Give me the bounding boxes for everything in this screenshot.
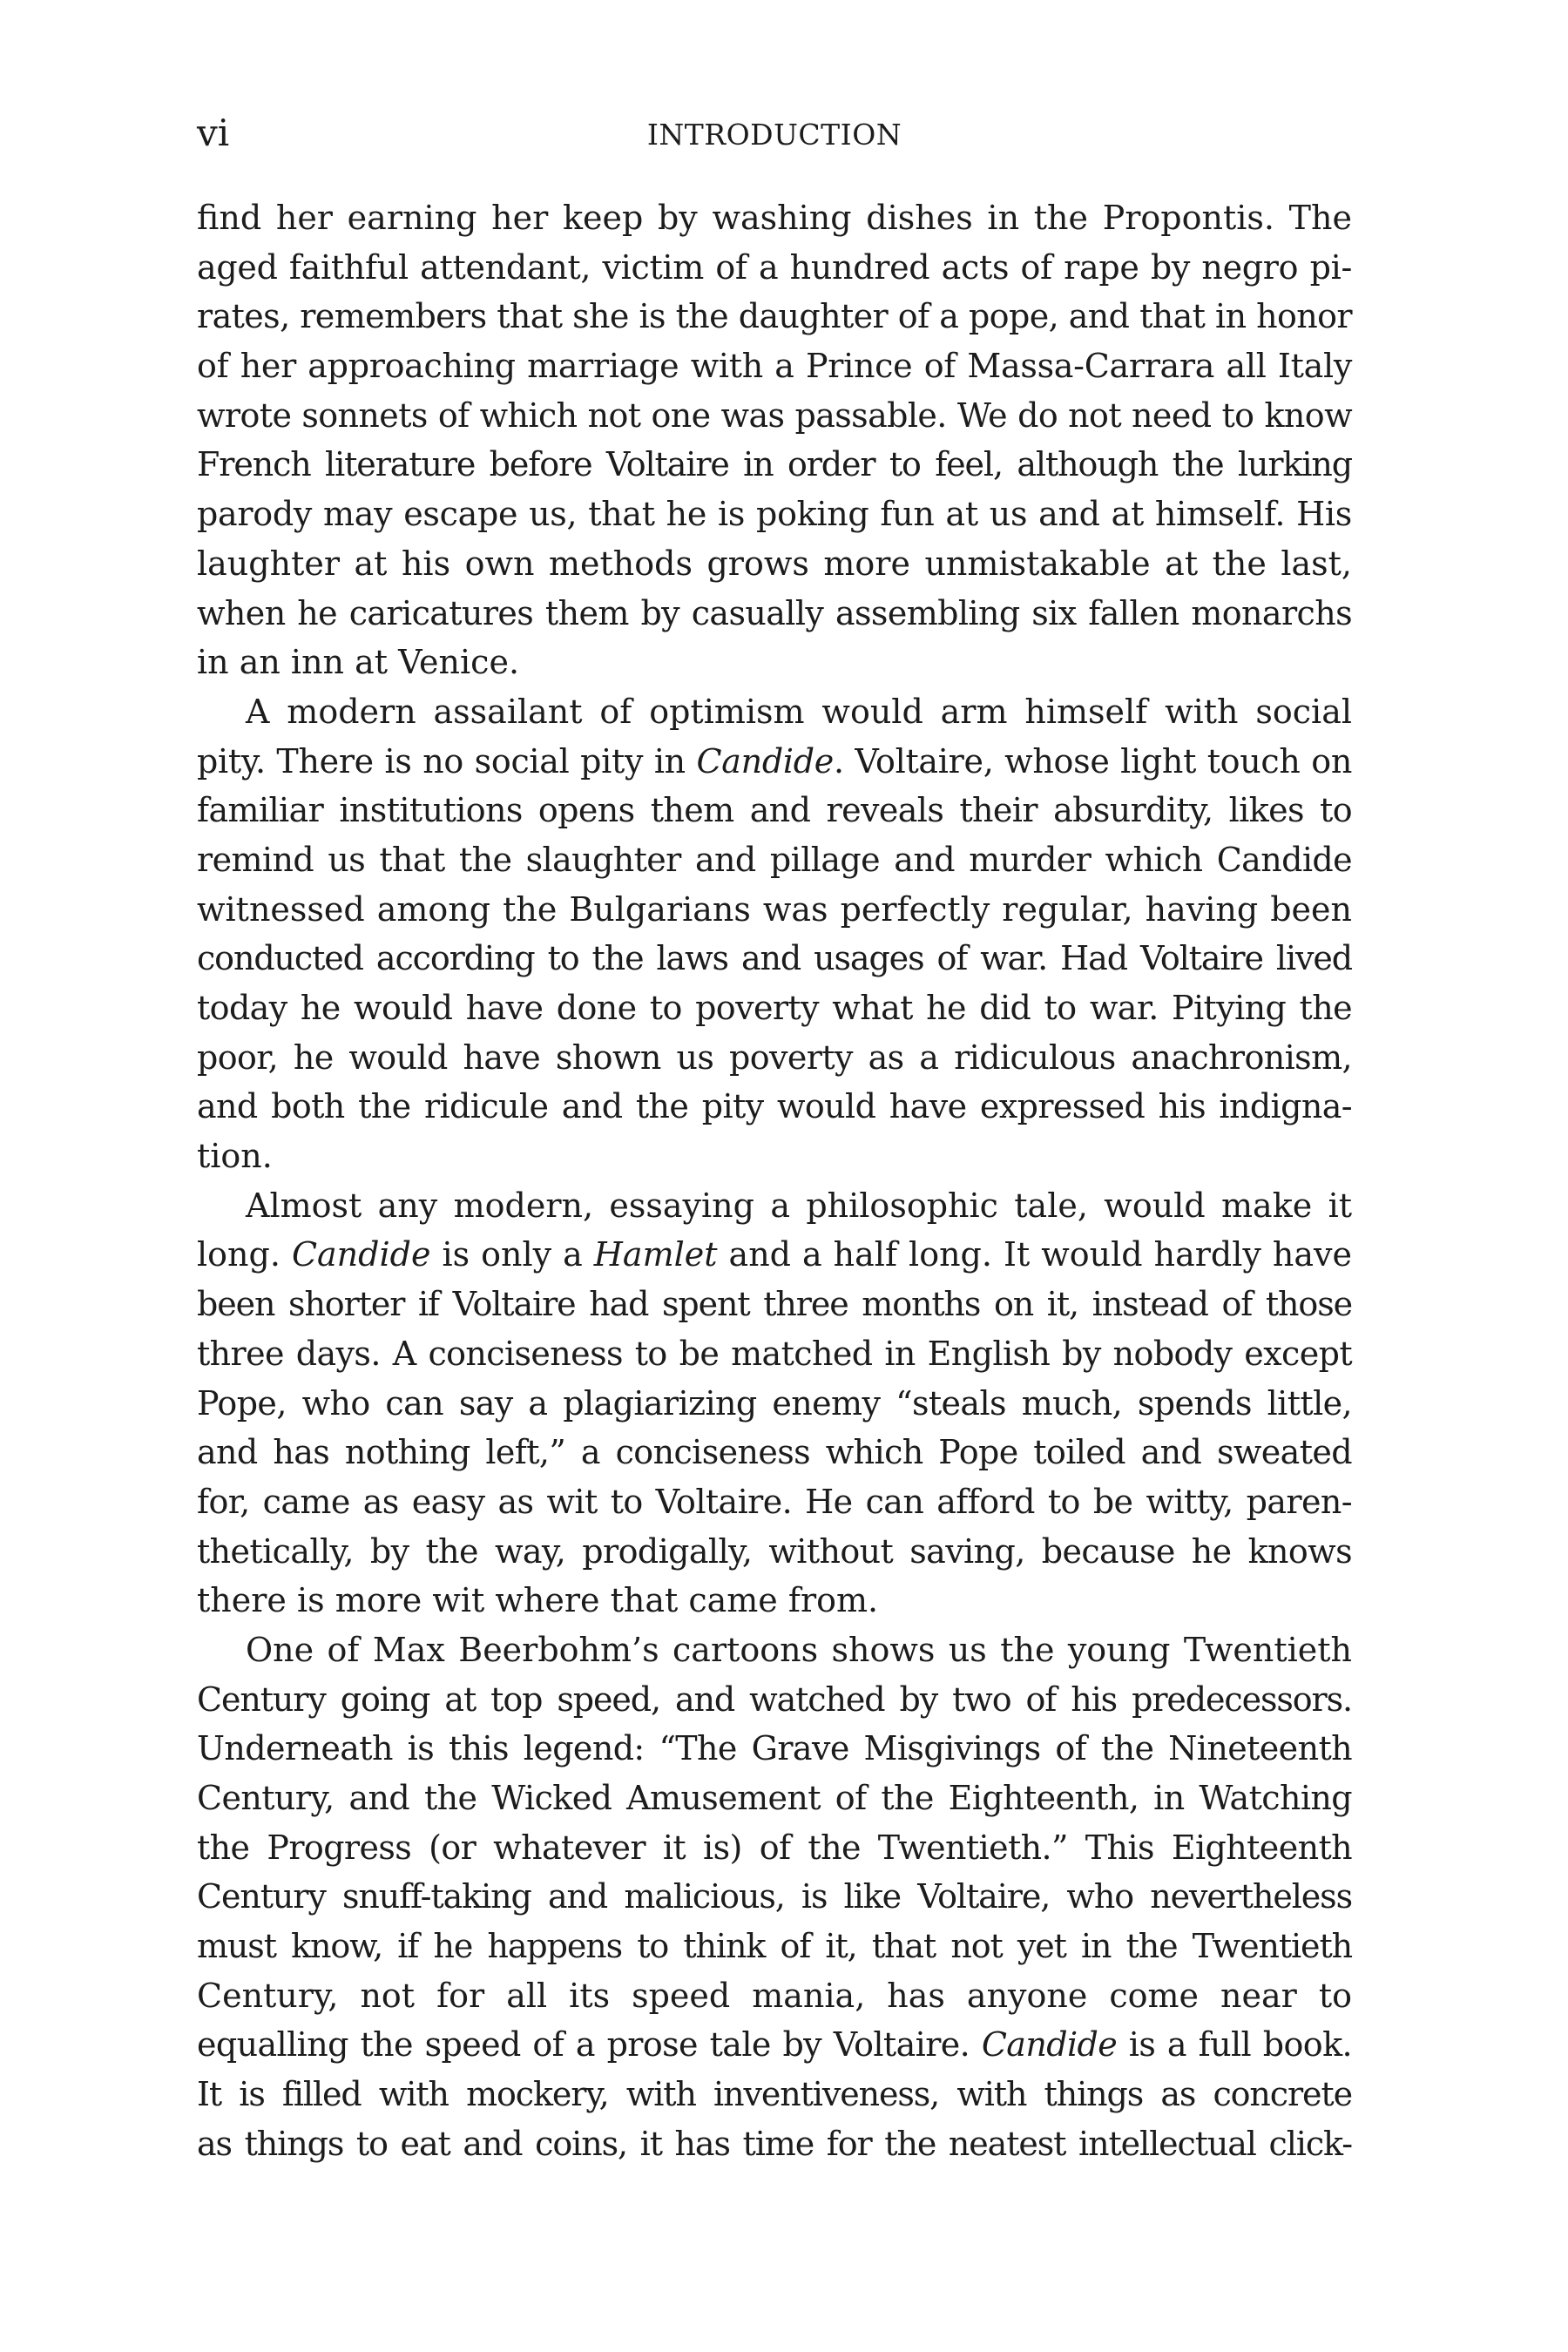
text-line: and has nothing left,” a conciseness which Pope toiled and sweated [197,1433,1352,1472]
text-run: long. [197,1235,280,1274]
text-line: when he caricatures them by casually assembling six fallen monarchs [197,593,1352,632]
text-run: is a full book. [1128,2025,1352,2065]
text-line: parody may escape us, that he is poking fun at us and at himself. His [197,495,1352,534]
text-line [197,2020,1352,2070]
text-line: Century, not for all its speed mania, has anyone come near to [197,1976,1352,2015]
text-line: poor, he would have shown us poverty as a ridiculous anachronism, [197,1037,1352,1077]
text-line: laughter at his own methods grows more unmistakable at the last, [197,544,1352,583]
text-line: must know, if he happens to think of it, that not yet in the Twentieth [197,1927,1352,1966]
italic-title: Candide [981,2025,1118,2065]
text-line [197,737,1352,787]
text-line: thetically, by the way, prodigally, without saving, because he knows [197,1531,1352,1571]
text-line: conducted according to the laws and usages of war. Had Voltaire lived [197,939,1352,978]
text-line [197,1230,1352,1280]
italic-title: Candide [696,741,834,781]
text-line: and both the ridicule and the pity would have expressed his indigna- [197,1087,1352,1126]
text-line: French literature before Voltaire in order to feel, although the lurking [197,445,1352,484]
text-line: been shorter if Voltaire had spent three months on it, instead of those [197,1285,1352,1324]
text-run: is only a [442,1235,583,1274]
text-run: pity. There is no social pity in [197,741,686,781]
text-line: It is filled with mockery, with inventiveness, with things as concrete [197,2075,1352,2114]
text-line: in an inn at Venice. [197,643,520,682]
text-run: . Voltaire, whose light touch on [833,741,1352,781]
italic-title: Hamlet [593,1235,718,1274]
text-line: witnessed among the Bulgarians was perfectly regular, having been [197,889,1352,929]
body-text [197,193,1352,2169]
paragraph [197,1181,1352,1625]
text-run: equalling the speed of a prose tale by Voltaire. [197,2025,970,2065]
text-line: Century snuff-taking and malicious, is like Voltaire, who nevertheless [197,1877,1352,1916]
text-line: the Progress (or whatever it is) of the Twentieth.” This Eighteenth [197,1828,1352,1867]
text-line: aged faithful attendant, victim of a hundred acts of rape by negro pi- [197,247,1352,287]
text-line: One of Max Beerbohm’s cartoons shows us the young Twentieth [246,1630,1352,1669]
paragraph [197,687,1352,1181]
text-line: Pope, who can say a plagiarizing enemy “steals much, spends little, [197,1383,1352,1423]
paragraph [197,1625,1352,2169]
paragraph [197,193,1352,687]
running-head: INTRODUCTION [646,118,902,152]
text-line: wrote sonnets of which not one was passable. We do not need to know [197,395,1352,435]
text-line: rates, remembers that she is the daughter of a pope, and that in honor [197,297,1352,336]
text-line: there is more wit where that came from. [197,1581,879,1620]
text-line: tion. [197,1137,273,1176]
text-line: of her approaching marriage with a Prince of Massa-Carrara all Italy [197,347,1352,386]
page-number: vi [197,112,230,154]
text-line: for, came as easy as wit to Voltaire. He can afford to be witty, paren- [197,1482,1352,1521]
text-line: A modern assailant of optimism would arm himself with social [246,692,1352,731]
text-line: familiar institutions opens them and reveals their absurdity, likes to [197,791,1352,830]
text-line: Underneath is this legend: “The Grave Misgivings of the Nineteenth [197,1729,1352,1768]
text-line: Almost any modern, essaying a philosophic tale, would make it [246,1186,1352,1225]
page-header [197,112,1352,155]
text-line: remind us that the slaughter and pillage and murder which Candide [197,840,1352,879]
text-line: find her earning her keep by washing dishes in the Propontis. The [197,199,1352,237]
text-run: and a half long. It would hardly have [728,1235,1352,1274]
text-line: Century, and the Wicked Amusement of the Eighteenth, in Watching [197,1779,1352,1817]
text-line: Century going at top speed, and watched by two of his predecessors. [197,1680,1352,1719]
text-line: as things to eat and coins, it has time for the neatest intellectual click- [197,2124,1352,2163]
text-line: today he would have done to poverty what he did to war. Pitying the [197,989,1352,1027]
text-line: three days. A conciseness to be matched in English by nobody except [197,1334,1352,1373]
italic-title: Candide [291,1235,431,1274]
